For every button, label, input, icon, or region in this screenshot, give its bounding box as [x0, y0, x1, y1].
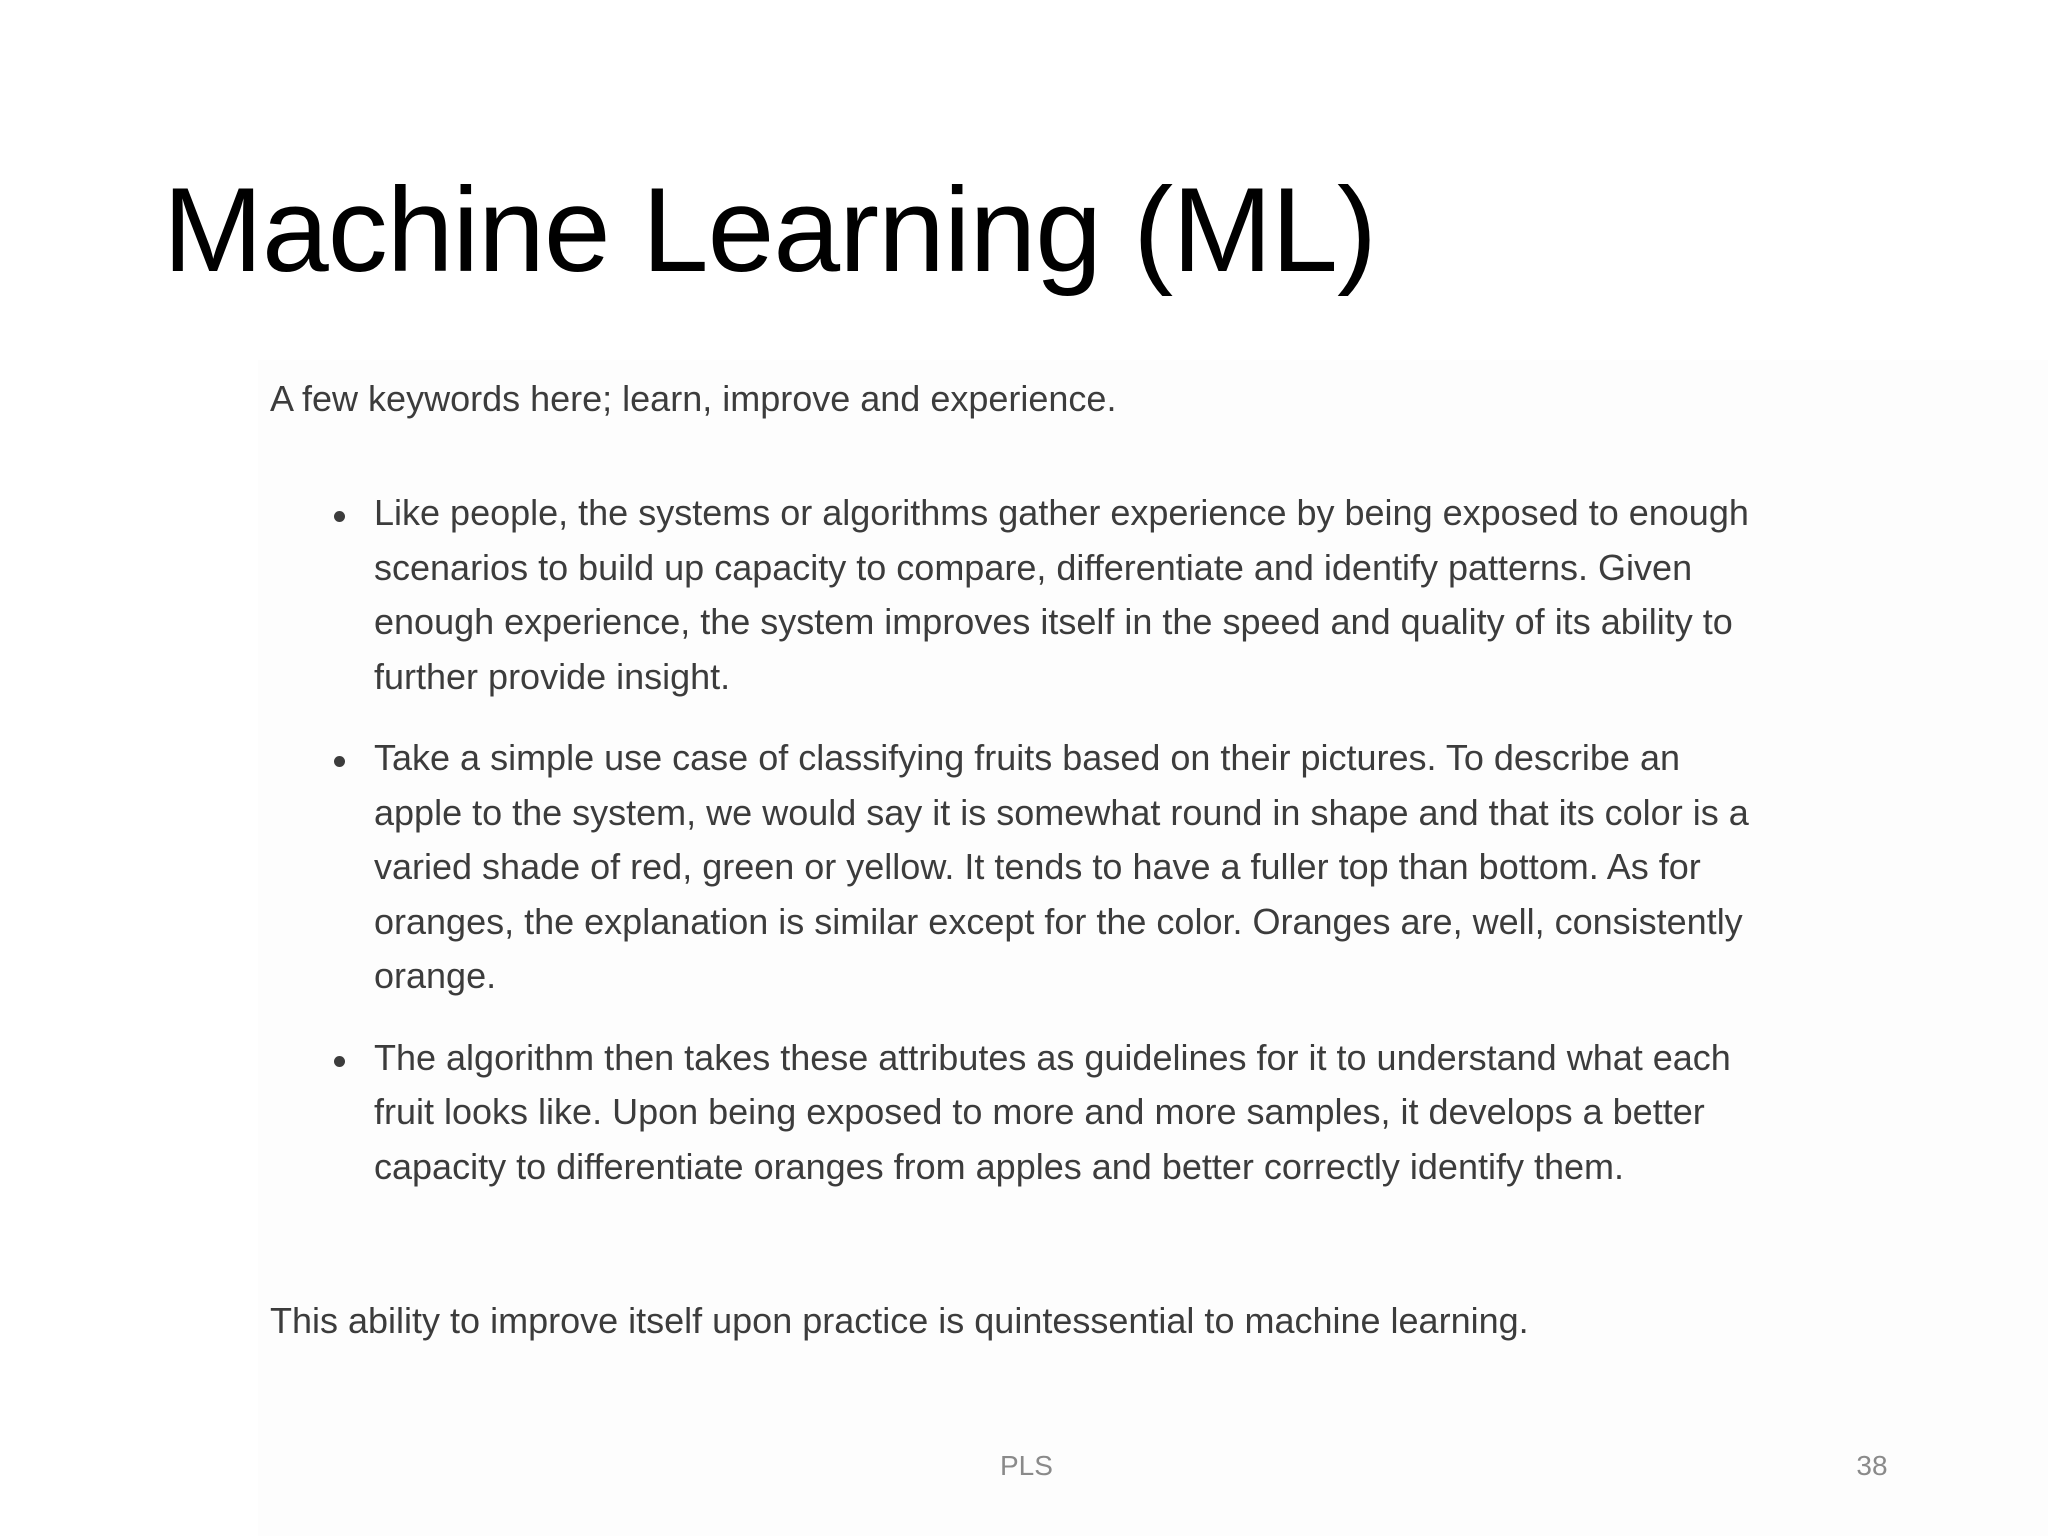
bullet-text: The algorithm then takes these attributes as guidelines for it to understand what each fruit looks like. Upon being exposed to more and more samples, it develops a better capacity to differentiate oranges from apples and better correctly identify them.: [374, 1036, 1731, 1187]
closing-text: This ability to improve itself upon practice is quintessential to machine learning.: [270, 1300, 1529, 1341]
bullet-item: [330, 486, 1760, 704]
slide-title: Machine Learning (ML): [163, 163, 1376, 297]
bullet-list: [330, 486, 1760, 1221]
bullet-item: [330, 731, 1760, 1004]
bullet-text: Take a simple use case of classifying fruits based on their pictures. To describe an apple to the system, we would say it is somewhat round in shape and that its color is a varied shade of red, green or yellow. It tends to have a fuller top than bottom. As for oranges, the explanation is similar except for the color. Oranges are, well, consistently orange.: [374, 737, 1749, 996]
footer-label: PLS: [1000, 1450, 1053, 1481]
bullet-dot-icon: [334, 756, 345, 767]
bullet-dot-icon: [334, 1056, 345, 1067]
page-number: 38: [1856, 1450, 1888, 1481]
bullet-text: Like people, the systems or algorithms gather experience by being exposed to enough scenarios to build up capacity to compare, differentiate and identify patterns. Given enough experience, the system improves itself in the speed and quality of its ability to further provide insight.: [374, 492, 1749, 697]
intro-text: A few keywords here; learn, improve and experience.: [270, 378, 1117, 419]
bullet-item: [330, 1031, 1760, 1195]
bullet-dot-icon: [334, 511, 345, 522]
